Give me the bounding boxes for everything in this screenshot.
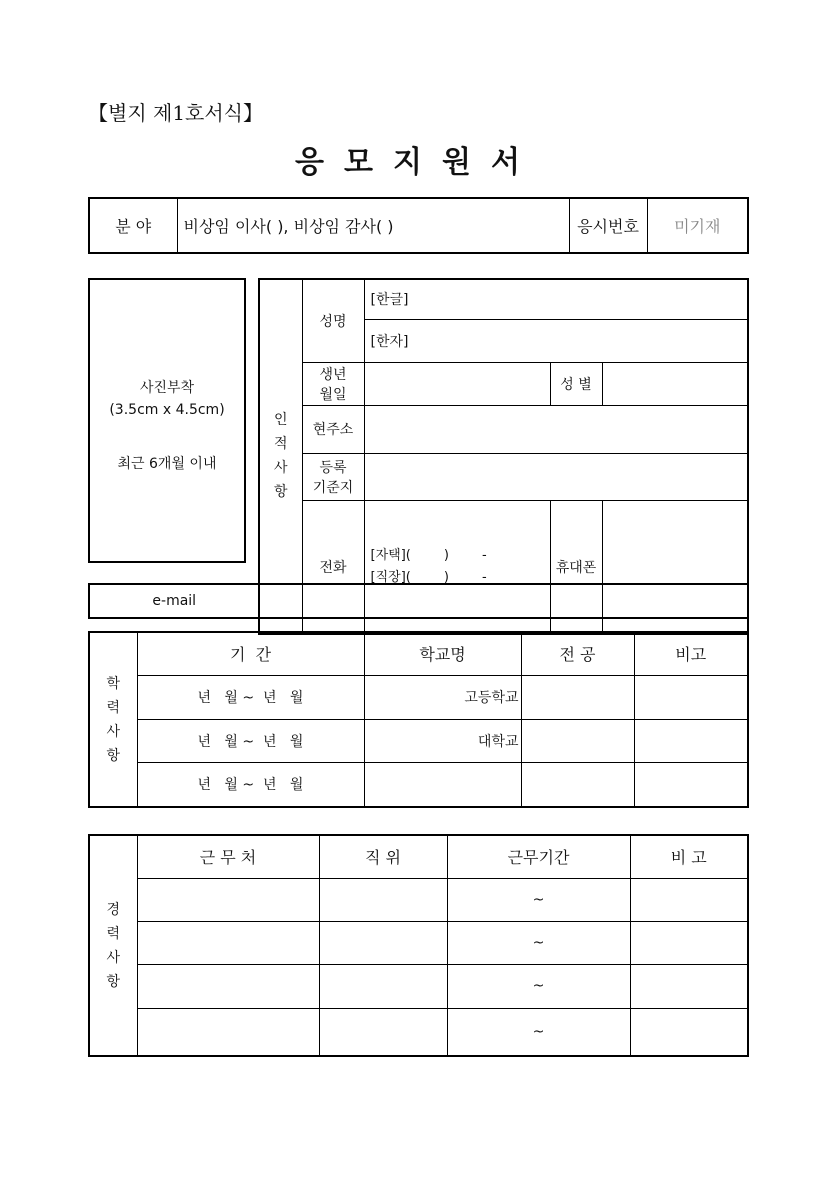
education-header-period: 기 간 — [137, 632, 364, 675]
education-school[interactable]: 대학교 — [364, 719, 521, 762]
education-table — [88, 631, 749, 808]
education-major[interactable] — [521, 675, 634, 719]
personal-info-table — [258, 278, 749, 635]
table-row — [89, 762, 748, 807]
page-title: 응모지원서 — [295, 145, 540, 180]
email-label: e-mail — [89, 584, 259, 618]
career-period[interactable]: ~ — [447, 964, 630, 1008]
birth-label: 생년 월일 — [302, 362, 364, 405]
education-section-label: 학 력 사 항 — [89, 632, 137, 807]
career-section-label: 경 력 사 항 — [89, 835, 137, 1056]
career-period[interactable]: ~ — [447, 878, 630, 921]
address-field[interactable] — [364, 405, 748, 453]
education-school[interactable]: 고등학교 — [364, 675, 521, 719]
phone-field[interactable]: [자택]( ) - [직장]( ) - — [364, 500, 550, 634]
career-company[interactable] — [137, 1008, 319, 1056]
table-row — [89, 964, 748, 1008]
form-number-label: 【별지 제1호서식】 — [88, 101, 264, 125]
career-note[interactable] — [630, 964, 748, 1008]
table-row — [89, 719, 748, 762]
education-header-note: 비고 — [634, 632, 748, 675]
table-row — [89, 1008, 748, 1056]
career-position[interactable] — [319, 1008, 447, 1056]
education-header-school: 학교명 — [364, 632, 521, 675]
photo-text-2: (3.5cm x 4.5cm) — [109, 402, 225, 418]
education-period[interactable]: 년 월 ~ 년 월 — [137, 719, 364, 762]
education-major[interactable] — [521, 719, 634, 762]
address-label: 현주소 — [302, 405, 364, 453]
table-row — [89, 675, 748, 719]
career-position[interactable] — [319, 921, 447, 964]
education-school[interactable] — [364, 762, 521, 807]
career-company[interactable] — [137, 964, 319, 1008]
photo-text-3: 최근 6개월 이내 — [117, 456, 217, 472]
education-period[interactable]: 년 월 ~ 년 월 — [137, 675, 364, 719]
education-note[interactable] — [634, 675, 748, 719]
field-label: 분 야 — [89, 198, 177, 253]
field-value[interactable]: 비상임 이사( ), 비상임 감사( ) — [177, 198, 569, 253]
email-table — [88, 583, 749, 619]
career-company[interactable] — [137, 921, 319, 964]
birth-field[interactable] — [364, 362, 550, 405]
career-header-note: 비 고 — [630, 835, 748, 878]
career-header-period: 근무기간 — [447, 835, 630, 878]
photo-text-1: 사진부착 — [139, 380, 195, 396]
education-major[interactable] — [521, 762, 634, 807]
table-row — [89, 921, 748, 964]
exam-number-label: 응시번호 — [569, 198, 647, 253]
career-period[interactable]: ~ — [447, 1008, 630, 1056]
personal-section-label: 인 적 사 항 — [259, 279, 302, 634]
registry-label: 등록 기준지 — [302, 453, 364, 500]
career-note[interactable] — [630, 921, 748, 964]
table-row — [89, 878, 748, 921]
name-hanja-field[interactable]: [한자] — [364, 319, 748, 362]
career-note[interactable] — [630, 878, 748, 921]
career-header-company: 근 무 처 — [137, 835, 319, 878]
mobile-label: 휴대폰 — [550, 500, 602, 634]
gender-field[interactable] — [602, 362, 748, 405]
field-table — [88, 197, 749, 254]
education-header-major: 전 공 — [521, 632, 634, 675]
photo-box — [88, 278, 246, 563]
name-label: 성명 — [302, 279, 364, 362]
career-period[interactable]: ~ — [447, 921, 630, 964]
career-position[interactable] — [319, 964, 447, 1008]
career-note[interactable] — [630, 1008, 748, 1056]
career-header-position: 직 위 — [319, 835, 447, 878]
gender-label: 성 별 — [550, 362, 602, 405]
career-table — [88, 834, 749, 1057]
name-hangul-field[interactable]: [한글] — [364, 279, 748, 319]
career-company[interactable] — [137, 878, 319, 921]
career-position[interactable] — [319, 878, 447, 921]
phone-label: 전화 — [302, 500, 364, 634]
email-field[interactable] — [259, 584, 748, 618]
education-period[interactable]: 년 월 ~ 년 월 — [137, 762, 364, 807]
education-note[interactable] — [634, 719, 748, 762]
exam-number-value: 미기재 — [647, 198, 748, 253]
registry-field[interactable] — [364, 453, 748, 500]
education-note[interactable] — [634, 762, 748, 807]
